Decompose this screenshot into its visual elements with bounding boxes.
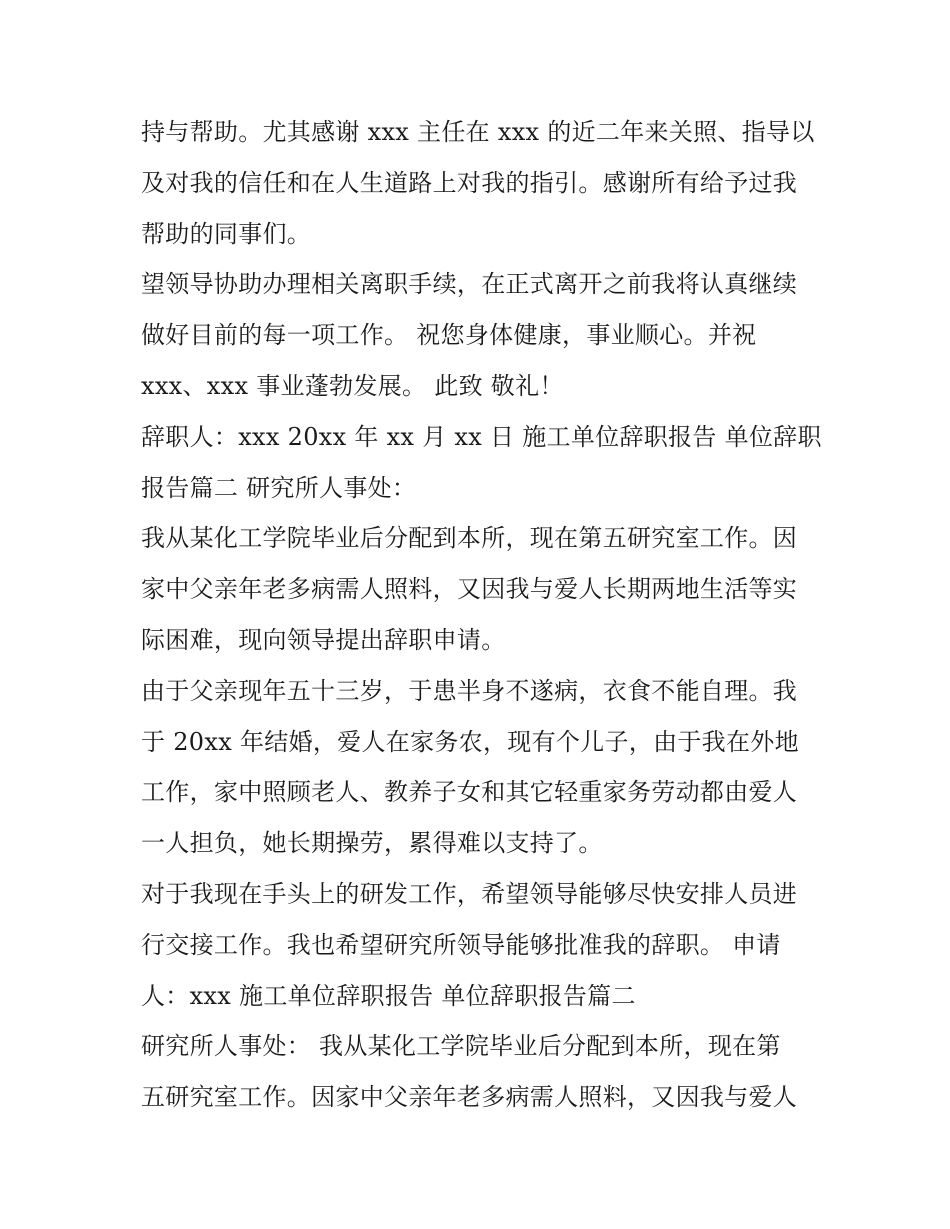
text-line: 际困难，现向领导提出辞职申请。 [141, 625, 506, 654]
text-line: 一人担负，她长期操劳，累得难以支持了。 [141, 829, 603, 858]
text-line: 五研究室工作。因家中父亲年老多病需人照料，又因我与爱人 [141, 1083, 798, 1112]
text-line: 对于我现在手头上的研发工作，希望领导能够尽快安排人员进 [141, 879, 798, 908]
text-line: 报告篇二 研究所人事处： [141, 473, 417, 502]
text-line: xxx、xxx 事业蓬勃发展。 此致 敬礼！ [141, 371, 564, 400]
text-line: 人：xxx 施工单位辞职报告 单位辞职报告篇二 [141, 981, 636, 1010]
text-line: 家中父亲年老多病需人照料，又因我与爱人长期两地生活等实 [141, 575, 798, 604]
text-line: 及对我的信任和在人生道路上对我的指引。感谢所有给予过我 [141, 168, 798, 197]
text-line: 工作，家中照顾老人、教养子女和其它轻重家务劳动都由爱人 [141, 778, 798, 807]
text-line: 做好目前的每一项工作。 祝您身体健康，事业顺心。并祝 [141, 321, 757, 350]
text-line: 辞职人：xxx 20xx 年 xx 月 xx 日 施工单位辞职报告 单位辞职 [141, 422, 822, 451]
text-line: 我从某化工学院毕业后分配到本所，现在第五研究室工作。因 [141, 524, 798, 553]
document-body [141, 107, 821, 1123]
text-line: 于 20xx 年结婚，爱人在家务农，现有个儿子，由于我在外地 [141, 727, 799, 756]
text-line: 研究所人事处： 我从某化工学院毕业后分配到本所，现在第 [141, 1032, 781, 1061]
text-line: 持与帮助。尤其感谢 xxx 主任在 xxx 的近二年来关照、指导以 [141, 118, 815, 146]
text-line: 行交接工作。我也希望研究所领导能够批准我的辞职。 申请 [141, 930, 781, 959]
text-line: 望领导协助办理相关离职手续，在正式离开之前我将认真继续 [141, 270, 798, 299]
text-line: 帮助的同事们。 [141, 219, 312, 248]
text-line: 由于父亲现年五十三岁，于患半身不遂病，衣食不能自理。我 [141, 676, 798, 705]
